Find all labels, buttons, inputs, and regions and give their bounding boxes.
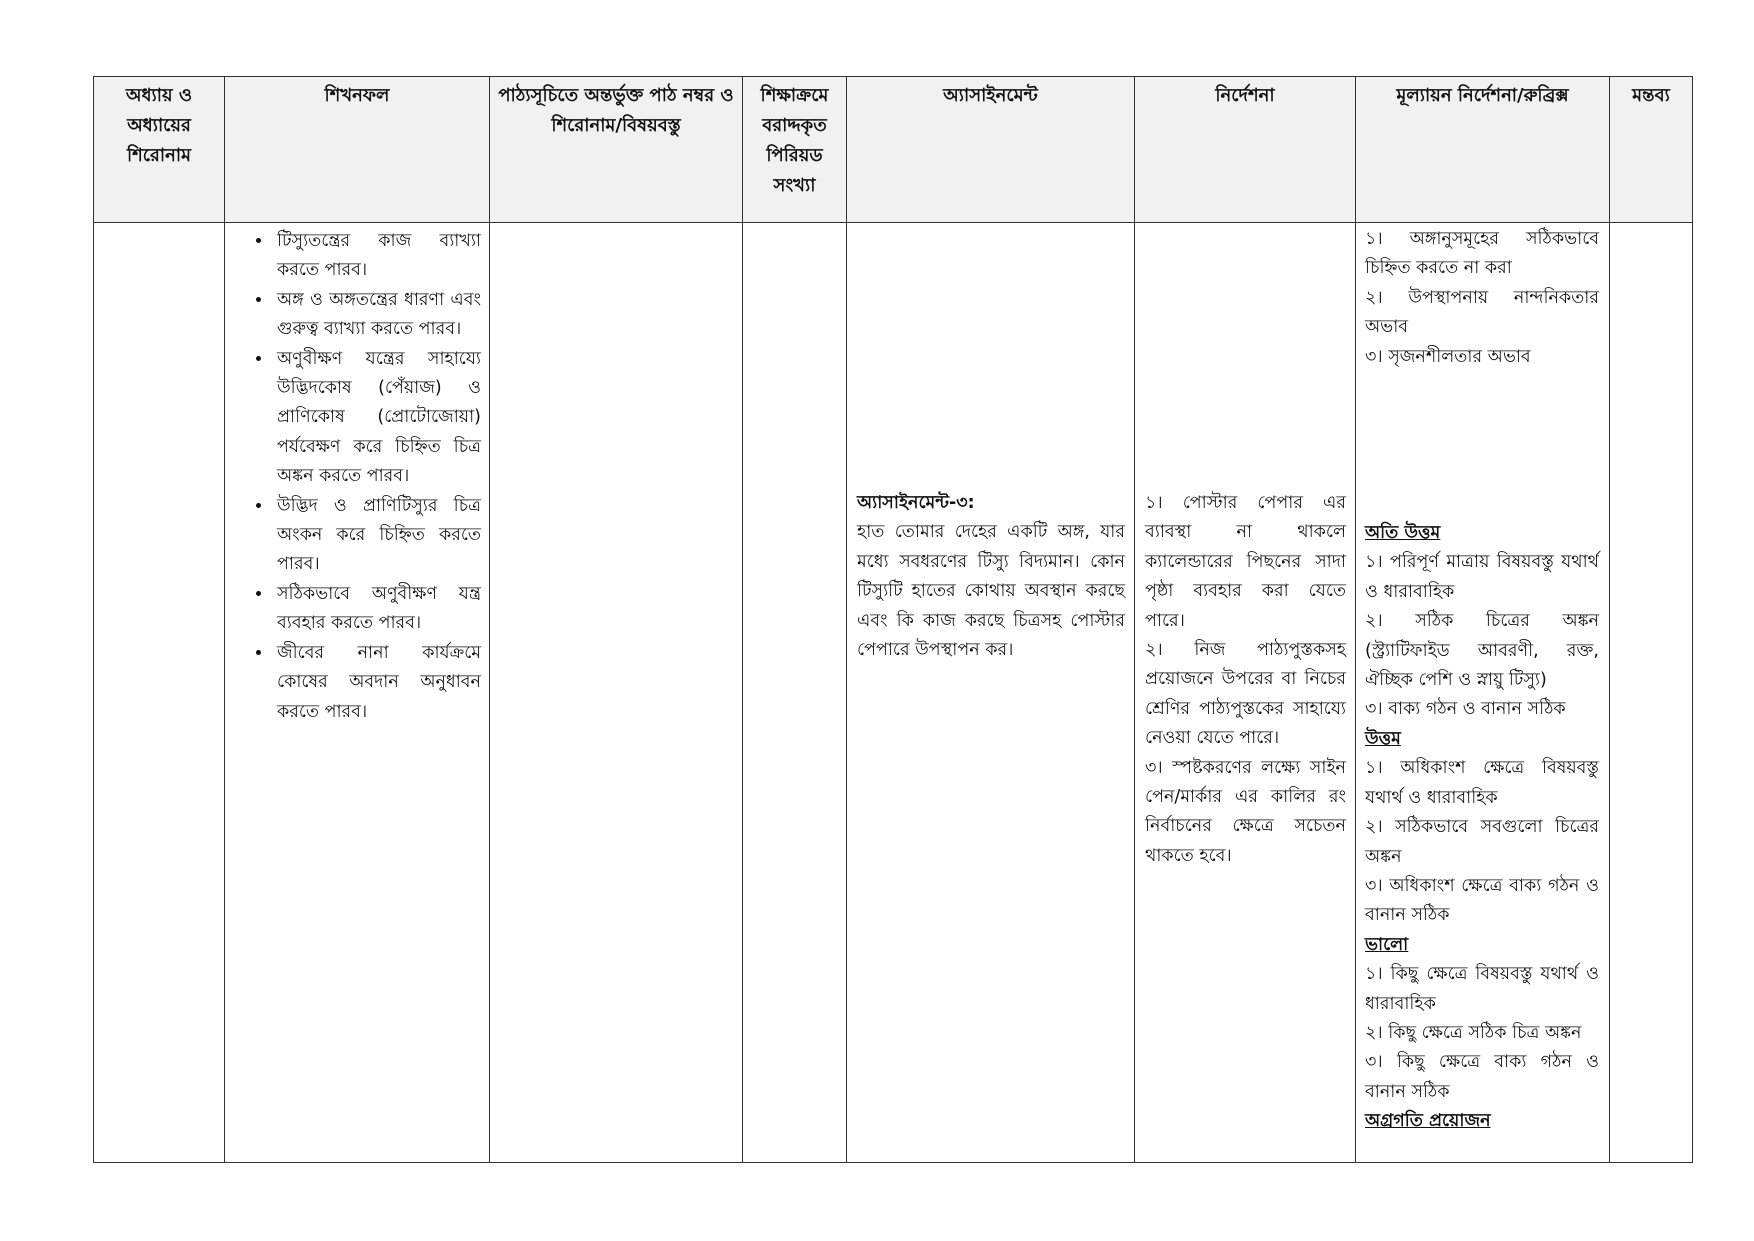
header-periods: শিক্ষাক্রমে বরাদ্দকৃত পিরিয়ড সংখ্যা <box>743 77 847 223</box>
rubric-item: ২। উপস্থাপনায় নান্দনিকতার অভাব <box>1365 287 1599 338</box>
assignment-title: অ্যাসাইনমেন্ট-৩: <box>857 493 975 513</box>
cell-lesson-content <box>490 223 743 1163</box>
header-lesson-content: পাঠ্যসূচিতে অন্তর্ভুক্ত পাঠ নম্বর ও শিরোনাম/বিষয়বস্তু <box>490 77 743 223</box>
assignment-plan-table <box>93 76 1693 1163</box>
rubric-level-title: ভালো <box>1365 934 1409 955</box>
header-learning-outcomes: শিখনফল <box>225 77 490 223</box>
cell-periods <box>743 223 847 1163</box>
rubric-item: ৩। অধিকাংশ ক্ষেত্রে বাক্য গঠন ও বানান সঠিক <box>1365 875 1599 926</box>
list-item: • অণুবীক্ষণ যন্ত্রের সাহায্যে উদ্ভিদকোষ (পেঁয়াজ) ও প্রাণিকোষ (প্রোটোজোয়া) পর্যবেক্ষণ করে চিহ্নিত চিত্র অঙ্কন করতে পারব। <box>273 345 481 492</box>
rubric-item: ১। কিছু ক্ষেত্রে বিষয়বস্তু যথার্থ ও ধারাবাহিক <box>1365 964 1599 1014</box>
rubric-item: ১। অধিকাংশ ক্ষেত্রে বিষয়বস্তু যথার্থ ও ধারাবাহিক <box>1365 758 1599 808</box>
rubric-item: ২। সঠিক চিত্রের অঙ্কন (স্ট্র্যাটিফাইড আবরণী, রক্ত, ঐচ্ছিক পেশি ও স্নায়ু টিস্যু) <box>1365 611 1599 691</box>
page <box>93 76 1693 1163</box>
rubric-level-title: অতি উত্তম <box>1365 523 1441 544</box>
list-item: • জীবের নানা কার্যক্রমে কোষের অবদান অনুধাবন করতে পারব। <box>273 639 481 727</box>
rubric-item: ২। কিছু ক্ষেত্রে সঠিক চিত্র অঙ্কন <box>1365 1022 1582 1043</box>
cell-guidelines <box>1135 223 1356 1163</box>
cell-chapter <box>94 223 225 1163</box>
guideline-item: ১। পোস্টার পেপার এর ব্যাবস্থা না থাকলে ক্যালেন্ডারের পিছনের সাদা পৃষ্ঠা ব্যবহার করা যেতে পারে। <box>1145 493 1346 631</box>
rubric-item: ২। সঠিকভাবে সবগুলো চিত্রের অঙ্কন <box>1365 817 1599 867</box>
cell-learning-outcomes <box>225 223 490 1163</box>
assignment-block <box>847 223 1134 665</box>
cell-remarks <box>1610 223 1693 1163</box>
header-remarks: মন্তব্য <box>1610 77 1693 223</box>
header-rubric: মূল্যায়ন নির্দেশনা/রুব্রিক্স <box>1356 77 1610 223</box>
guideline-item: ২। নিজ পাঠ্যপুস্তকসহ প্রয়োজনে উপরের বা নিচের শ্রেণির পাঠ্যপুস্তকের সাহায্যে নেওয়া যেতে পারে। <box>1145 640 1346 749</box>
list-item: • উদ্ভিদ ও প্রাণিটিস্যুর চিত্র অংকন করে চিহ্নিত করতে পারব। <box>273 492 481 580</box>
list-item: • টিস্যুতন্ত্রের কাজ ব্যাখ্যা করতে পারব। <box>273 227 481 286</box>
assignment-text: হাত তোমার দেহের একটি অঙ্গ, যার মধ্যে সবধরণের টিস্যু বিদ্যমান। কোন টিস্যুটি হাতের কোথায় অবস্থান করছে এবং কি কাজ করছে চিত্রসহ পোস্টার পেপারে উপস্থাপন কর। <box>857 522 1125 661</box>
rubric-level-title: উত্তম <box>1365 728 1401 749</box>
list-item: • অঙ্গ ও অঙ্গতন্ত্রের ধারণা এবং গুরুত্ব ব্যাখ্যা করতে পারব। <box>273 286 481 345</box>
rubric-level-title: অগ্রগতি প্রয়োজন <box>1365 1111 1491 1132</box>
list-item: • সঠিকভাবে অণুবীক্ষণ যন্ত্র ব্যবহার করতে পারব। <box>273 580 481 639</box>
rubric-item: ১। অঙ্গানুসমূহের সঠিকভাবে চিহ্নিত করতে না করা <box>1365 229 1599 279</box>
cell-assignment <box>847 223 1135 1163</box>
cell-rubric <box>1356 223 1610 1163</box>
header-row <box>94 77 1693 223</box>
guidelines-block <box>1135 223 1355 871</box>
header-guidelines: নির্দেশনা <box>1135 77 1356 223</box>
spacer <box>1365 372 1599 519</box>
header-chapter: অধ্যায় ও অধ্যায়ের শিরোনাম <box>94 77 225 223</box>
header-assignment: অ্যাসাইনমেন্ট <box>847 77 1135 223</box>
rubric-item: ৩। বাক্য গঠন ও বানান সঠিক <box>1365 699 1566 720</box>
outcomes-list <box>225 223 489 727</box>
table-row <box>94 223 1693 1163</box>
guideline-item: ৩। স্পষ্টকরণের লক্ষ্যে সাইন পেন/মার্কার এর কালির রং নির্বাচনের ক্ষেত্রে সচেতন থাকতে হবে। <box>1145 757 1346 866</box>
rubric-item: ১। পরিপূর্ণ মাত্রায় বিষয়বস্তু যথার্থ ও ধারাবাহিক <box>1365 552 1599 602</box>
rubric-item: ৩। কিছু ক্ষেত্রে বাক্য গঠন ও বানান সঠিক <box>1365 1052 1599 1102</box>
rubric-block <box>1356 223 1609 1137</box>
rubric-item: ৩। সৃজনশীলতার অভাব <box>1365 346 1531 367</box>
